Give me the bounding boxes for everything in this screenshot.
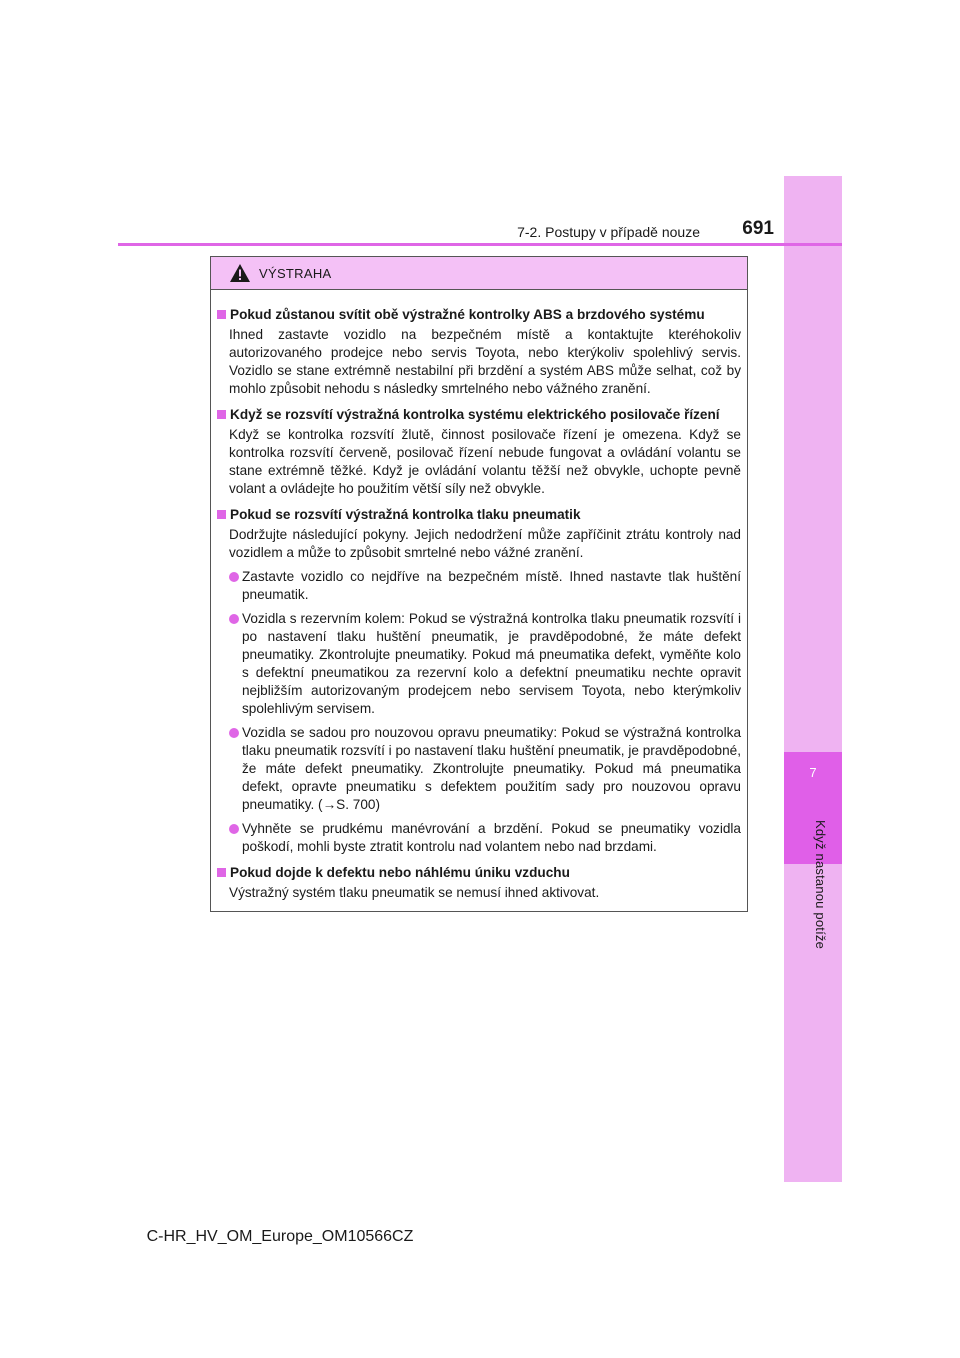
section-text: Dodržujte následující pokyny. Jejich nedodržení může zapříčinit ztrátu kontroly nad vozidlem a může to způsobit smrtelné nebo vážné zranění.: [229, 527, 741, 560]
warning-box: [210, 256, 748, 912]
list-item: Vozidla s rezervním kolem: Pokud se výstražná kontrolka tlaku pneumatik rozsvítí i po nastavení tlaku huštění pneumatik, je pravděpodobné, že máte defekt pneumatiky. Zkontrolujte pneumatiky. Pokud má pneumatika defekt, vyměňte kolo s defektní pneumatikou za rezervní kolo a defektní pneumatiku nechte opravit nejbližším autorizovaným prodejcem nebo servisem Toyota, nebo kterýmkoliv spolehlivým servisem.: [217, 610, 741, 718]
warning-body: [211, 290, 747, 902]
round-bullet-icon: [229, 728, 239, 738]
list-item: Vozidla se sadou pro nouzovou opravu pneumatiky: Pokud se výstražná kontrolka tlaku pneumatik rozsvítí i po nastavení tlaku huštění pneumatik, je pravděpodobné, že máte defekt pneumatiky. Zkontrolujte pneumatiky. Pokud má pneumatika defekt, opravte pneumatiku s defektem použitím sady pro nouzovou opravu pneumatiky. (→S. 700): [217, 724, 741, 814]
chapter-number: 7: [809, 765, 817, 780]
section-text: Když se kontrolka rozsvítí žlutě, činnost posilovače řízení je omezena. Když se kontrolka rozsvítí červeně, posilovač řízení nebude fungovat a ovládání volantu se stane extrémně těžké. Když je ovládání volantu těžší než obvykle, uchopte pevně volant a ovládejte ho použitím větší síly než obvykle.: [229, 427, 741, 496]
chapter-side-tab: [784, 176, 842, 1182]
square-bullet-icon: [217, 868, 226, 877]
section-heading: Pokud dojde k defektu nebo náhlému úniku vzduchu: [217, 864, 741, 882]
document-code: C-HR_HV_OM_Europe_OM10566CZ: [146, 1228, 414, 1245]
round-bullet-icon: [229, 614, 239, 624]
section-heading: Když se rozsvítí výstražná kontrolka systému elektrického posilovače řízení: [217, 406, 741, 424]
round-bullet-icon: [229, 824, 239, 834]
square-bullet-icon: [217, 510, 226, 519]
section-heading: Pokud se rozsvítí výstražná kontrolka tlaku pneumatik: [217, 506, 741, 524]
warning-header: [211, 257, 747, 290]
list-item: Zastavte vozidlo co nejdříve na bezpečném místě. Ihned nastavte tlak huštění pneumatik.: [217, 568, 741, 604]
section-text: Výstražný systém tlaku pneumatik se nemusí ihned aktivovat.: [229, 885, 600, 900]
header-rule: [118, 243, 842, 246]
page-number: 691: [742, 218, 774, 239]
warning-triangle-icon: [229, 263, 251, 283]
header-section-title: 7-2. Postupy v případě nouze: [517, 224, 700, 240]
section-text: Ihned zastavte vozidlo na bezpečném místě a kontaktujte kteréhokoliv autorizovaného prodejce nebo servis Toyota, nebo kterýkoliv spolehlivý servis. Vozidlo se stane extrémně nestabilní při brzdění a systém ABS může selhat, což by mohlo způsobit nehodu s následky smrtelného nebo vážného zranění.: [229, 327, 741, 396]
section-heading: Pokud zůstanou svítit obě výstražné kontrolky ABS a brzdového systému: [217, 306, 741, 324]
round-bullet-icon: [229, 572, 239, 582]
square-bullet-icon: [217, 410, 226, 419]
chapter-label: Když nastanou potíže: [813, 820, 828, 950]
list-item: Vyhněte se prudkému manévrování a brzdění. Pokud se pneumatiky vozidla poškodí, mohli byste ztratit kontrolu nad volantem nebo nad brzdami.: [217, 820, 741, 856]
warning-title: VÝSTRAHA: [259, 265, 332, 281]
square-bullet-icon: [217, 310, 226, 319]
